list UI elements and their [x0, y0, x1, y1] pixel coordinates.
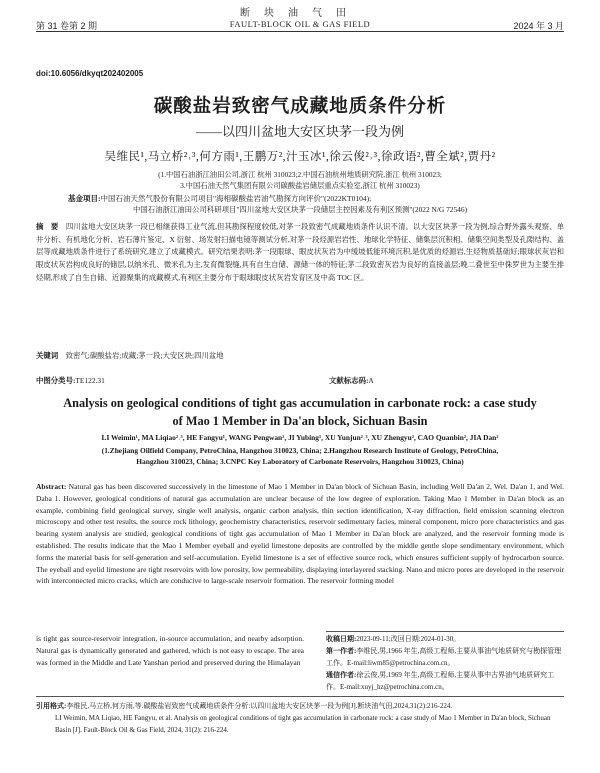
funding-line-1 — [68, 193, 548, 204]
first-author-text: 李维民,男,1966 年生,高级工程师,主要从事油气地质研究与勘探管理工作。E-mail:liwm85@petrochina.com.cn。 — [326, 647, 562, 667]
citation-label: 引用格式: — [36, 702, 67, 710]
corr-author-text: 徐云俊,男,1969 年生,高级工程师,主要从事中古界油气地质研究工作。E-mail:xuyj_hz@petrochina.com.cn。 — [326, 671, 555, 691]
abstract-label-en: Abstract: — [36, 482, 67, 491]
citation-rule — [36, 696, 564, 697]
first-author-label: 第一作者: — [326, 647, 357, 655]
funding-text-1: 中国石油天然气股份有限公司项目"海相碳酸盐岩油气勘探方向评价"(2022KT0104); — [100, 194, 372, 203]
abstract-text-cn: 四川盆地大安区块茅一段已相继获得工业气流,但其勘探程度较低,对茅一段致密气成藏地质条件认识不清。以大安区块茅一段为例,综合野外露头观察、单井分析、有机地化分析、岩石薄片鉴定、X 衍射、场发射扫描电镜等测试分析,对茅一段烃源岩岩性、地球化学特征、储集层沉积相、储集空间类型及孔隙结构、盖层等成藏地质条件进行了系统研究,建立了成藏模式。研究结果表明:茅一段眼球、眼皮状灰岩为中缓坡低能环境沉积,是优质的烃源岩,生烃物质基础好;眼球状灰岩和眼皮状灰岩构成良好的储层,以纳米孔、微米孔为主,发育微裂缝,具有自生自储、源储一体的特征;茅二段致密灰岩为良好的直接盖层;晚二叠世至中侏罗世为主要生排烃期,形成了自生自储、近源聚集的成藏模式,有利区主要分布于眼球眼皮状灰岩发育区及中高 TOC 区。 — [36, 221, 564, 282]
received-label: 收稿日期: — [326, 635, 357, 643]
article-title-en-line2: of Mao 1 Member in Da'an block, Sichuan Basin — [172, 414, 428, 428]
article-subtitle-cn: ——以四川盆地大安区块茅一段为例 — [195, 124, 404, 139]
citation — [36, 700, 564, 736]
funding-label: 基金项目: — [68, 194, 101, 203]
article-title-en-line1: Analysis on geological conditions of tight gas accumulation in carbonate rock: a case study — [63, 396, 537, 410]
classification — [36, 375, 105, 386]
journal-title-cn: 断块油气田 — [240, 8, 360, 19]
journal-title-en: FAULT-BLOCK OIL & GAS FIELD — [229, 19, 371, 29]
header-rule — [36, 31, 564, 32]
keywords-text-cn: 致密气;碳酸盐岩;成藏;茅一段;大安区块;四川盆地 — [65, 351, 224, 360]
footnote-first-author — [326, 646, 564, 669]
volume-issue: 第 31 卷第 2 期 — [36, 21, 98, 31]
abstract-cn — [36, 205, 564, 285]
affiliation-cn-1: (1.中国石油浙江油田公司,浙江 杭州 310023;2.中国石油杭州地质研究院,浙江 杭州 310023; — [158, 170, 442, 179]
abstract-label-cn: 摘 要 — [36, 221, 59, 231]
affiliation-cn-2: 3.中国石油天然气集团有限公司碳酸盐岩储层重点实验室,浙江 杭州 310023) — [180, 181, 420, 190]
class-code: TE122.31 — [75, 376, 105, 385]
footnote-corr-author — [326, 670, 564, 693]
doi: doi:10.6056/dkyqt202402005 — [36, 69, 144, 78]
funding-text-2: 中国石油浙江油田公司科研项目"四川盆地大安区块茅一段储层主控因素及有利区预测"(2022 N/G 72546) — [132, 205, 468, 214]
affiliation-en — [40, 445, 560, 468]
issue-date: 2024 年 3 月 — [513, 21, 564, 31]
keywords-label-cn: 关键词 — [36, 351, 59, 360]
footnote-received — [326, 634, 564, 646]
class-label: 中图分类号: — [36, 376, 76, 385]
affiliation-en-1: (1.Zhejiang Oilfield Company, PetroChina, Hangzhou 310023, China; 2.Hangzhou Research Institute of Geology, PetroChina, — [101, 446, 499, 455]
abstract-en-continued: is tight gas source-reservoir integration, in-source accumulation, and nearby adsorption. Natural gas is dynamically generated and gathered, which is not easy to escape. The area was formed in the Middle and Late Yanshan period and preserved during the Himalayan — [36, 634, 304, 667]
document-code — [329, 375, 374, 386]
doccode-value: A — [368, 376, 374, 385]
affiliation-en-2: Hangzhou 310023, China; 3.CNPC Key Laboratory of Carbonate Reservoirs, Hangzhou 310023, China) — [136, 457, 464, 467]
authors-cn: 吴维民¹,马立桥²˒³,何方雨¹,王鹏万²,汁玉冰¹,徐云俊²˒³,徐政语²,曹全斌²,贾丹² — [104, 151, 496, 163]
authors-en: LI Weimin¹, MA Liqiao²˒³, HE Fangyu¹, WANG Pengwan², JI Yubing¹, XU Yunjun²˒³, XU Zhengyu², CAO Quanbin², JIA Dan² — [101, 433, 499, 442]
citation-cn: 李维民,马立桥,何方雨,等.碳酸盐岩致密气成藏地质条件分析:以四川盆地大安区块茅一段为例[J].断块油气田,2024,31(2):216-224. — [66, 702, 453, 710]
footnote-rule — [326, 631, 564, 632]
citation-cn-line — [36, 700, 564, 712]
citation-en: LI Weimin, MA Liqiao, HE Fangyu, et al. Analysis on geological conditions of tight gas accumulation in carbonate rock: a case study of Mao 1 Member in Da'an block, Sichuan Basin [J]. Fault-Block Oil & Gas Field, 2024, 31(2): 216-224. — [55, 714, 551, 734]
abstract-en — [36, 481, 564, 587]
keywords-cn — [36, 350, 564, 361]
article-title-en — [40, 394, 560, 430]
received-text: 2023-09-11;改回日期:2024-01-30。 — [356, 635, 461, 643]
article-title-cn: 碳酸盐岩致密气成藏地质条件分析 — [153, 95, 447, 116]
corr-author-label: 通信作者: — [326, 671, 357, 679]
doccode-label: 文献标志码: — [329, 376, 369, 385]
abstract-text-en: Natural gas has been discovered successively in the limestone of Mao 1 Member in Da'an block of Sichuan Basin, including Well Da'an 2, Wel. Da'an 1, and Wel. Daba 1. However, geological conditions of natural gas accumulation are unclear because of the low degree of exploration. Taking Mao 1 Member in Da'an block as an example, combining field geological survey, single well analysis, organic carbon analysis, thin section identification, X-ray diffraction, field emission scanning electron microscopy and other test results, the source rock lithology, geochemistry characteristics, reservoir sedimentary facies, mineral component, micro pore characteristics and gas bearing system analysis are studied, geological conditions of tight gas accumulation of Mao 1 Member in Da'an block are analyzed, and the reservoir forming mode is established. The results indicate that the Mao 1 Member eyeball and eyelid limestone deposits are controlled by the middle gentle slope sendimentary environment, which forms the material basis for self-generation and self-accumulation. Eyelid limestone is a set of effective source rock, which ensures sufficient supply of hydrocarbon source. The eyeball and eyelid limestone are tight reservoirs with low porosity, low permeability, displaying interlayered stacking. Nano and micro pores are developed in the reservoir with interconnected micro cracks, which are conducive to large-scale reservoir formation. The reservoir forming model — [36, 482, 565, 586]
